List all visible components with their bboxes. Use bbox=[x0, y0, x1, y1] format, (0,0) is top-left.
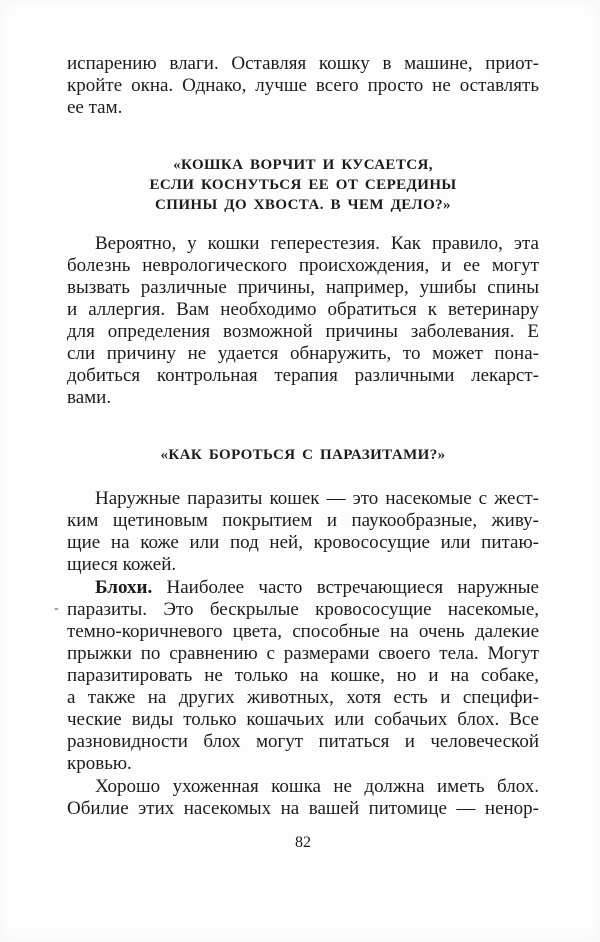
paragraph-fleas bbox=[67, 577, 539, 775]
text-line: кройте окна. Однако, лучше всего просто не оставлять bbox=[67, 75, 539, 96]
text-line: вами. bbox=[67, 387, 112, 408]
text-column bbox=[54, 0, 539, 942]
text-line: ее там. bbox=[67, 97, 123, 118]
text-line: добиться контрольная терапия различными лекарст- bbox=[67, 365, 539, 386]
heading-line: СПИНЫ ДО ХВОСТА. В ЧЕМ ДЕЛО?» bbox=[155, 197, 451, 213]
text-line: щие на коже или под ней, кровососущие или питаю- bbox=[67, 532, 539, 553]
paragraph-carryover bbox=[67, 53, 539, 119]
text-line: паразитировать не только на кошке, но и на собаке, bbox=[67, 665, 539, 686]
heading-question bbox=[67, 155, 539, 215]
text-line: щиеся кожей. bbox=[67, 554, 177, 575]
text-line: болезнь неврологического происхождения, и ее могут bbox=[67, 255, 539, 276]
text-line: Наружные паразиты кошек — это насекомые с жест- bbox=[95, 488, 539, 509]
text-line: Хорошо ухоженная кошка не должна иметь блох. bbox=[95, 776, 539, 797]
paragraph-parasites-intro bbox=[67, 488, 539, 576]
text-line: испарению влаги. Оставляя кошку в машине, приот- bbox=[67, 53, 539, 74]
text-line: ческие виды только кошачьих или собачьих блох. Все bbox=[67, 709, 539, 730]
heading-line: «КАК БОРОТЬСЯ С ПАРАЗИТАМИ?» bbox=[160, 447, 446, 463]
text-line: для определения возможной причины заболевания. Е bbox=[67, 321, 539, 342]
text-line: и аллергия. Вам необходимо обратиться к ветеринару bbox=[67, 299, 539, 320]
text-line: а также на других животных, хотя есть и специфи- bbox=[67, 687, 539, 708]
paragraph-groomed bbox=[67, 776, 539, 820]
text-line: Вероятно, у кошки геперестезия. Как правило, эта bbox=[95, 233, 539, 254]
bold-lead-word: Блохи. bbox=[95, 577, 153, 598]
text-line: вызвать различные причины, например, ушибы спины bbox=[67, 277, 539, 298]
heading-line: «КОШКА ВОРЧИТ И КУСАЕТСЯ, bbox=[173, 157, 433, 173]
text-line: разновидности блох могут питаться и человеческой bbox=[67, 731, 539, 752]
page-number: 82 bbox=[295, 834, 311, 851]
text-line: сли причину не удается обнаружить, то может пона- bbox=[67, 343, 539, 364]
heading-line: ЕСЛИ КОСНУТЬСЯ ЕЕ ОТ СЕРЕДИНЫ bbox=[149, 177, 457, 193]
text-line: паразиты. Это бескрылые кровососущие насекомые, bbox=[67, 599, 539, 620]
scan-artifact-dash: - bbox=[54, 601, 59, 616]
lead-line-rest: Наиболее часто встречающиеся наружные bbox=[152, 577, 539, 598]
text-line: темно-коричневого цвета, способные на очень далекие bbox=[67, 621, 539, 642]
text-line bbox=[67, 577, 539, 599]
text-line: Обилие этих насекомых на вашей питомице — ненор- bbox=[67, 798, 539, 819]
text-line: ким щетиновым покрытием и паукообразные, живу- bbox=[67, 510, 539, 531]
heading-parasites bbox=[67, 445, 539, 465]
text-line: прыжки по сравнению с размерами своего тела. Могут bbox=[67, 643, 539, 664]
text-line: кровью. bbox=[67, 753, 132, 774]
